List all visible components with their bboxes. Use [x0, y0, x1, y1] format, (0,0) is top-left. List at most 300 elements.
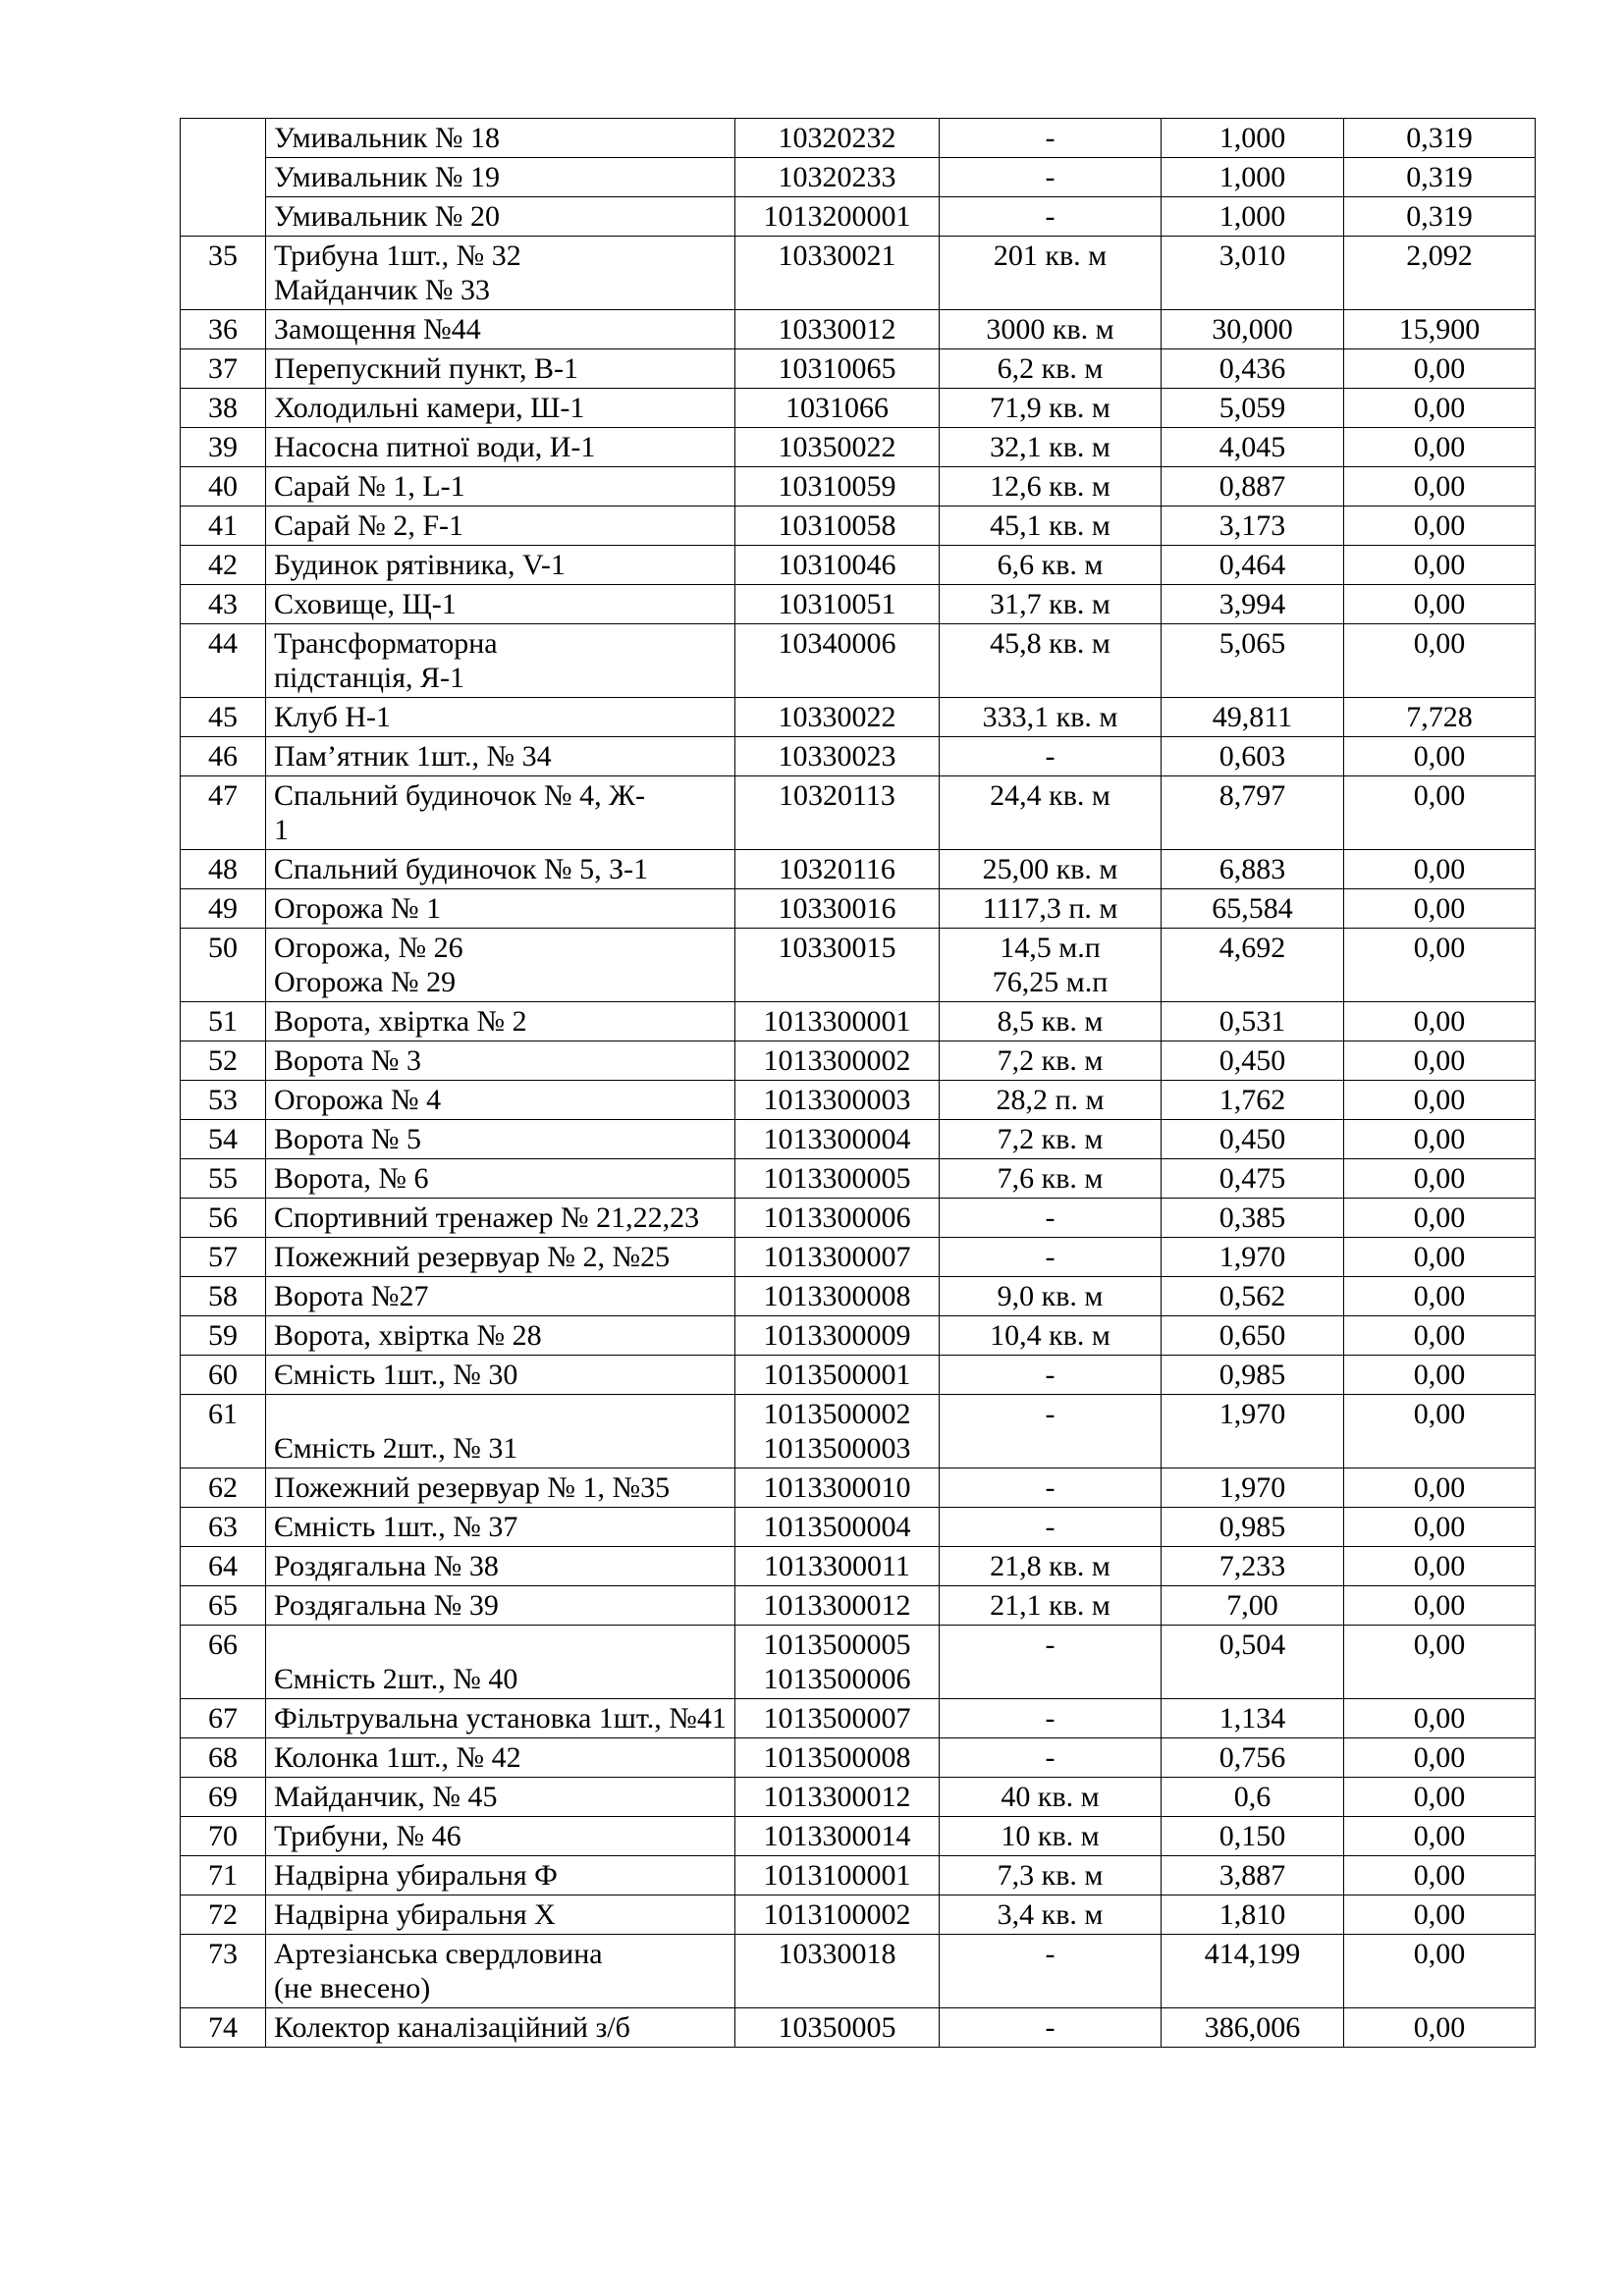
row-number-cell: 57 [181, 1238, 266, 1277]
object-name-cell: Пожежний резервуар № 1, №35 [266, 1468, 735, 1508]
inventory-number-cell: 10330012 [735, 310, 940, 349]
initial-value-cell: 0,562 [1162, 1277, 1344, 1316]
table-row [181, 1626, 1536, 1699]
initial-value-cell: 1,970 [1162, 1238, 1344, 1277]
area-cell: 7,3 кв. м [940, 1856, 1162, 1896]
row-number-cell: 74 [181, 2008, 266, 2048]
area-cell: 10 кв. м [940, 1817, 1162, 1856]
row-number-cell: 42 [181, 546, 266, 585]
object-name-cell: Трибуни, № 46 [266, 1817, 735, 1856]
initial-value-cell: 1,134 [1162, 1699, 1344, 1738]
inventory-number-cell: 1031066 [735, 389, 940, 428]
residual-value-cell: 0,00 [1344, 2008, 1536, 2048]
inventory-number-cell: 10320233 [735, 158, 940, 197]
row-number-cell: 45 [181, 698, 266, 737]
row-number-cell [181, 119, 266, 237]
inventory-number-cell: 10310051 [735, 585, 940, 624]
object-name-cell: Клуб Н-1 [266, 698, 735, 737]
table-row [181, 737, 1536, 776]
object-name-cell: Колектор каналізаційний з/б [266, 2008, 735, 2048]
inventory-number-cell: 10330023 [735, 737, 940, 776]
area-cell: 14,5 м.п 76,25 м.п [940, 929, 1162, 1002]
residual-value-cell: 0,00 [1344, 1856, 1536, 1896]
initial-value-cell: 0,985 [1162, 1356, 1344, 1395]
initial-value-cell: 1,000 [1162, 158, 1344, 197]
initial-value-cell: 5,059 [1162, 389, 1344, 428]
object-name-cell: Ворота, хвіртка № 2 [266, 1002, 735, 1041]
row-number-cell: 52 [181, 1041, 266, 1081]
initial-value-cell: 49,811 [1162, 698, 1344, 737]
row-number-cell: 47 [181, 776, 266, 850]
initial-value-cell: 0,436 [1162, 349, 1344, 389]
residual-value-cell: 0,00 [1344, 850, 1536, 889]
object-name-cell: Спальний будиночок № 5, З-1 [266, 850, 735, 889]
area-cell: 21,8 кв. м [940, 1547, 1162, 1586]
residual-value-cell: 0,00 [1344, 585, 1536, 624]
inventory-number-cell: 1013300005 [735, 1159, 940, 1199]
row-number-cell: 37 [181, 349, 266, 389]
initial-value-cell: 1,970 [1162, 1395, 1344, 1468]
area-cell: - [940, 1699, 1162, 1738]
object-name-cell: Умивальник № 20 [266, 197, 735, 237]
table-row [181, 1159, 1536, 1199]
residual-value-cell: 0,00 [1344, 1041, 1536, 1081]
table-row [181, 1356, 1536, 1395]
initial-value-cell: 3,173 [1162, 507, 1344, 546]
object-name-cell: Ворота №27 [266, 1277, 735, 1316]
row-number-cell: 44 [181, 624, 266, 698]
area-cell: 7,6 кв. м [940, 1159, 1162, 1199]
area-cell: - [940, 1508, 1162, 1547]
area-cell: 7,2 кв. м [940, 1120, 1162, 1159]
table-row [181, 1699, 1536, 1738]
table-row [181, 1041, 1536, 1081]
object-name-cell: Спальний будиночок № 4, Ж- 1 [266, 776, 735, 850]
residual-value-cell: 0,00 [1344, 1468, 1536, 1508]
initial-value-cell: 1,000 [1162, 197, 1344, 237]
initial-value-cell: 5,065 [1162, 624, 1344, 698]
table-row [181, 158, 1536, 197]
object-name-cell: Ворота № 3 [266, 1041, 735, 1081]
area-cell: - [940, 1356, 1162, 1395]
residual-value-cell: 2,092 [1344, 237, 1536, 310]
table-row [181, 389, 1536, 428]
row-number-cell: 38 [181, 389, 266, 428]
inventory-number-cell: 1013500001 [735, 1356, 940, 1395]
row-number-cell: 55 [181, 1159, 266, 1199]
object-name-cell: Умивальник № 19 [266, 158, 735, 197]
row-number-cell: 51 [181, 1002, 266, 1041]
inventory-number-cell: 1013300009 [735, 1316, 940, 1356]
table-row [181, 1468, 1536, 1508]
object-name-cell: Умивальник № 18 [266, 119, 735, 158]
row-number-cell: 35 [181, 237, 266, 310]
row-number-cell: 53 [181, 1081, 266, 1120]
initial-value-cell: 0,464 [1162, 546, 1344, 585]
inventory-number-cell: 1013100002 [735, 1896, 940, 1935]
residual-value-cell: 0,00 [1344, 546, 1536, 585]
table-row [181, 1508, 1536, 1547]
area-cell: 25,00 кв. м [940, 850, 1162, 889]
residual-value-cell: 0,00 [1344, 624, 1536, 698]
inventory-number-cell: 1013300012 [735, 1778, 940, 1817]
area-cell: 24,4 кв. м [940, 776, 1162, 850]
object-name-cell: Ємність 1шт., № 30 [266, 1356, 735, 1395]
area-cell: - [940, 1738, 1162, 1778]
row-number-cell: 39 [181, 428, 266, 467]
table-row [181, 119, 1536, 158]
initial-value-cell: 0,985 [1162, 1508, 1344, 1547]
area-cell: 3000 кв. м [940, 310, 1162, 349]
table-row [181, 1199, 1536, 1238]
initial-value-cell: 0,475 [1162, 1159, 1344, 1199]
inventory-number-cell: 10350022 [735, 428, 940, 467]
object-name-cell: Майданчик, № 45 [266, 1778, 735, 1817]
residual-value-cell: 0,00 [1344, 428, 1536, 467]
object-name-cell: Огорожа № 1 [266, 889, 735, 929]
object-name-cell: Фільтрувальна установка 1шт., №41 [266, 1699, 735, 1738]
residual-value-cell: 0,00 [1344, 929, 1536, 1002]
table-row [181, 310, 1536, 349]
residual-value-cell: 0,00 [1344, 1356, 1536, 1395]
residual-value-cell: 0,319 [1344, 119, 1536, 158]
initial-value-cell: 1,762 [1162, 1081, 1344, 1120]
table-row [181, 776, 1536, 850]
inventory-number-cell: 1013100001 [735, 1856, 940, 1896]
residual-value-cell: 0,00 [1344, 1120, 1536, 1159]
object-name-cell: Ворота, хвіртка № 28 [266, 1316, 735, 1356]
object-name-cell: Надвірна убиральня Ф [266, 1856, 735, 1896]
object-name-cell: Огорожа, № 26 Огорожа № 29 [266, 929, 735, 1002]
row-number-cell: 63 [181, 1508, 266, 1547]
initial-value-cell: 1,000 [1162, 119, 1344, 158]
inventory-table [180, 118, 1536, 2048]
area-cell: - [940, 1395, 1162, 1468]
initial-value-cell: 3,994 [1162, 585, 1344, 624]
row-number-cell: 73 [181, 1935, 266, 2008]
area-cell: - [940, 2008, 1162, 2048]
object-name-cell: Сарай № 2, F-1 [266, 507, 735, 546]
area-cell: - [940, 1626, 1162, 1699]
object-name-cell: Ворота № 5 [266, 1120, 735, 1159]
area-cell: - [940, 1935, 1162, 2008]
inventory-number-cell: 1013500002 1013500003 [735, 1395, 940, 1468]
table-row [181, 1002, 1536, 1041]
table-row [181, 1395, 1536, 1468]
table-row [181, 850, 1536, 889]
initial-value-cell: 30,000 [1162, 310, 1344, 349]
residual-value-cell: 0,00 [1344, 1586, 1536, 1626]
table-row [181, 929, 1536, 1002]
inventory-number-cell: 10320116 [735, 850, 940, 889]
residual-value-cell: 0,00 [1344, 507, 1536, 546]
residual-value-cell: 0,00 [1344, 1817, 1536, 1856]
area-cell: - [940, 119, 1162, 158]
inventory-number-cell: 1013500008 [735, 1738, 940, 1778]
inventory-number-cell: 10310058 [735, 507, 940, 546]
table-row [181, 624, 1536, 698]
residual-value-cell: 0,00 [1344, 1316, 1536, 1356]
table-row [181, 1935, 1536, 2008]
residual-value-cell: 0,00 [1344, 1395, 1536, 1468]
row-number-cell: 59 [181, 1316, 266, 1356]
area-cell: 6,2 кв. м [940, 349, 1162, 389]
area-cell: - [940, 197, 1162, 237]
row-number-cell: 64 [181, 1547, 266, 1586]
residual-value-cell: 0,00 [1344, 467, 1536, 507]
row-number-cell: 69 [181, 1778, 266, 1817]
initial-value-cell: 0,450 [1162, 1120, 1344, 1159]
row-number-cell: 71 [181, 1856, 266, 1896]
initial-value-cell: 0,887 [1162, 467, 1344, 507]
object-name-cell: Роздягальна № 38 [266, 1547, 735, 1586]
residual-value-cell: 0,00 [1344, 389, 1536, 428]
initial-value-cell: 65,584 [1162, 889, 1344, 929]
object-name-cell: Колонка 1шт., № 42 [266, 1738, 735, 1778]
table-body [181, 119, 1536, 2048]
object-name-cell: Спортивний тренажер № 21,22,23 [266, 1199, 735, 1238]
area-cell: - [940, 1468, 1162, 1508]
initial-value-cell: 414,199 [1162, 1935, 1344, 2008]
area-cell: 12,6 кв. м [940, 467, 1162, 507]
area-cell: 10,4 кв. м [940, 1316, 1162, 1356]
residual-value-cell: 0,00 [1344, 1896, 1536, 1935]
table-row [181, 546, 1536, 585]
area-cell: 40 кв. м [940, 1778, 1162, 1817]
inventory-number-cell: 10350005 [735, 2008, 940, 2048]
residual-value-cell: 0,00 [1344, 1738, 1536, 1778]
object-name-cell: Трибуна 1шт., № 32 Майданчик № 33 [266, 237, 735, 310]
inventory-number-cell: 1013300008 [735, 1277, 940, 1316]
residual-value-cell: 0,00 [1344, 1199, 1536, 1238]
area-cell: 201 кв. м [940, 237, 1162, 310]
object-name-cell: Пам’ятник 1шт., № 34 [266, 737, 735, 776]
inventory-number-cell: 1013300010 [735, 1468, 940, 1508]
object-name-cell: Холодильні камери, Ш-1 [266, 389, 735, 428]
object-name-cell: Огорожа № 4 [266, 1081, 735, 1120]
inventory-number-cell: 10340006 [735, 624, 940, 698]
residual-value-cell: 0,00 [1344, 776, 1536, 850]
table-row [181, 1778, 1536, 1817]
table-row [181, 1316, 1536, 1356]
inventory-number-cell: 10330018 [735, 1935, 940, 2008]
residual-value-cell: 0,00 [1344, 1699, 1536, 1738]
table-row [181, 1547, 1536, 1586]
inventory-number-cell: 1013300001 [735, 1002, 940, 1041]
area-cell: 45,1 кв. м [940, 507, 1162, 546]
row-number-cell: 48 [181, 850, 266, 889]
row-number-cell: 43 [181, 585, 266, 624]
row-number-cell: 68 [181, 1738, 266, 1778]
residual-value-cell: 0,00 [1344, 1778, 1536, 1817]
initial-value-cell: 0,150 [1162, 1817, 1344, 1856]
table-row [181, 698, 1536, 737]
initial-value-cell: 0,531 [1162, 1002, 1344, 1041]
initial-value-cell: 1,810 [1162, 1896, 1344, 1935]
inventory-number-cell: 1013300014 [735, 1817, 940, 1856]
inventory-number-cell: 1013300004 [735, 1120, 940, 1159]
table-row [181, 1081, 1536, 1120]
inventory-number-cell: 1013200001 [735, 197, 940, 237]
table-row [181, 2008, 1536, 2048]
initial-value-cell: 7,00 [1162, 1586, 1344, 1626]
row-number-cell: 66 [181, 1626, 266, 1699]
row-number-cell: 50 [181, 929, 266, 1002]
initial-value-cell: 0,756 [1162, 1738, 1344, 1778]
area-cell: 6,6 кв. м [940, 546, 1162, 585]
row-number-cell: 54 [181, 1120, 266, 1159]
area-cell: - [940, 1199, 1162, 1238]
inventory-number-cell: 1013300012 [735, 1586, 940, 1626]
residual-value-cell: 0,00 [1344, 1238, 1536, 1277]
inventory-number-cell: 10330021 [735, 237, 940, 310]
initial-value-cell: 0,504 [1162, 1626, 1344, 1699]
inventory-number-cell: 1013300006 [735, 1199, 940, 1238]
row-number-cell: 61 [181, 1395, 266, 1468]
inventory-number-cell: 1013300007 [735, 1238, 940, 1277]
object-name-cell: Ємність 2шт., № 40 [266, 1626, 735, 1699]
residual-value-cell: 0,00 [1344, 1002, 1536, 1041]
area-cell: 7,2 кв. м [940, 1041, 1162, 1081]
residual-value-cell: 0,00 [1344, 1547, 1536, 1586]
object-name-cell: Насосна питної води, И-1 [266, 428, 735, 467]
table-row [181, 1817, 1536, 1856]
row-number-cell: 65 [181, 1586, 266, 1626]
residual-value-cell: 0,00 [1344, 889, 1536, 929]
area-cell: 71,9 кв. м [940, 389, 1162, 428]
initial-value-cell: 386,006 [1162, 2008, 1344, 2048]
row-number-cell: 60 [181, 1356, 266, 1395]
object-name-cell: Перепускний пункт, В-1 [266, 349, 735, 389]
residual-value-cell: 0,00 [1344, 1626, 1536, 1699]
inventory-number-cell: 1013500005 1013500006 [735, 1626, 940, 1699]
object-name-cell: Ворота, № 6 [266, 1159, 735, 1199]
area-cell: - [940, 737, 1162, 776]
table-row [181, 1586, 1536, 1626]
area-cell: 1117,3 п. м [940, 889, 1162, 929]
row-number-cell: 40 [181, 467, 266, 507]
area-cell: 3,4 кв. м [940, 1896, 1162, 1935]
table-row [181, 197, 1536, 237]
initial-value-cell: 8,797 [1162, 776, 1344, 850]
object-name-cell: Надвірна убиральня Х [266, 1896, 735, 1935]
row-number-cell: 72 [181, 1896, 266, 1935]
object-name-cell: Сховище, Щ-1 [266, 585, 735, 624]
area-cell: - [940, 158, 1162, 197]
initial-value-cell: 0,650 [1162, 1316, 1344, 1356]
table-row [181, 585, 1536, 624]
inventory-number-cell: 10330015 [735, 929, 940, 1002]
residual-value-cell: 0,00 [1344, 1935, 1536, 2008]
residual-value-cell: 7,728 [1344, 698, 1536, 737]
inventory-number-cell: 10330022 [735, 698, 940, 737]
object-name-cell: Замощення №44 [266, 310, 735, 349]
table-row [181, 1120, 1536, 1159]
table-row [181, 237, 1536, 310]
object-name-cell: Трансформаторна підстанція, Я-1 [266, 624, 735, 698]
initial-value-cell: 0,450 [1162, 1041, 1344, 1081]
initial-value-cell: 7,233 [1162, 1547, 1344, 1586]
area-cell: 32,1 кв. м [940, 428, 1162, 467]
inventory-number-cell: 1013500007 [735, 1699, 940, 1738]
area-cell: 21,1 кв. м [940, 1586, 1162, 1626]
inventory-number-cell: 10320232 [735, 119, 940, 158]
table-row [181, 889, 1536, 929]
area-cell: 9,0 кв. м [940, 1277, 1162, 1316]
object-name-cell: Ємність 2шт., № 31 [266, 1395, 735, 1468]
area-cell: - [940, 1238, 1162, 1277]
inventory-number-cell: 10310065 [735, 349, 940, 389]
initial-value-cell: 0,603 [1162, 737, 1344, 776]
inventory-number-cell: 10310059 [735, 467, 940, 507]
initial-value-cell: 6,883 [1162, 850, 1344, 889]
residual-value-cell: 0,319 [1344, 197, 1536, 237]
object-name-cell: Роздягальна № 39 [266, 1586, 735, 1626]
row-number-cell: 67 [181, 1699, 266, 1738]
object-name-cell: Будинок рятівника, V-1 [266, 546, 735, 585]
row-number-cell: 58 [181, 1277, 266, 1316]
row-number-cell: 56 [181, 1199, 266, 1238]
residual-value-cell: 0,00 [1344, 1081, 1536, 1120]
area-cell: 28,2 п. м [940, 1081, 1162, 1120]
residual-value-cell: 0,00 [1344, 1508, 1536, 1547]
initial-value-cell: 3,887 [1162, 1856, 1344, 1896]
inventory-number-cell: 1013300002 [735, 1041, 940, 1081]
table-row [181, 1896, 1536, 1935]
row-number-cell: 46 [181, 737, 266, 776]
inventory-number-cell: 1013500004 [735, 1508, 940, 1547]
object-name-cell: Сарай № 1, L-1 [266, 467, 735, 507]
object-name-cell: Пожежний резервуар № 2, №25 [266, 1238, 735, 1277]
residual-value-cell: 0,00 [1344, 1159, 1536, 1199]
row-number-cell: 49 [181, 889, 266, 929]
inventory-number-cell: 10320113 [735, 776, 940, 850]
residual-value-cell: 15,900 [1344, 310, 1536, 349]
table-row [181, 428, 1536, 467]
table-row [181, 467, 1536, 507]
inventory-number-cell: 1013300003 [735, 1081, 940, 1120]
area-cell: 8,5 кв. м [940, 1002, 1162, 1041]
residual-value-cell: 0,00 [1344, 737, 1536, 776]
row-number-cell: 70 [181, 1817, 266, 1856]
table-row [181, 349, 1536, 389]
row-number-cell: 36 [181, 310, 266, 349]
initial-value-cell: 4,692 [1162, 929, 1344, 1002]
initial-value-cell: 0,385 [1162, 1199, 1344, 1238]
residual-value-cell: 0,00 [1344, 1277, 1536, 1316]
area-cell: 45,8 кв. м [940, 624, 1162, 698]
residual-value-cell: 0,00 [1344, 349, 1536, 389]
table-row [181, 507, 1536, 546]
object-name-cell: Артезіанська свердловина (не внесено) [266, 1935, 735, 2008]
residual-value-cell: 0,319 [1344, 158, 1536, 197]
area-cell: 31,7 кв. м [940, 585, 1162, 624]
table-row [181, 1856, 1536, 1896]
initial-value-cell: 0,6 [1162, 1778, 1344, 1817]
initial-value-cell: 4,045 [1162, 428, 1344, 467]
initial-value-cell: 3,010 [1162, 237, 1344, 310]
initial-value-cell: 1,970 [1162, 1468, 1344, 1508]
row-number-cell: 62 [181, 1468, 266, 1508]
table-row [181, 1277, 1536, 1316]
table-row [181, 1238, 1536, 1277]
inventory-number-cell: 1013300011 [735, 1547, 940, 1586]
inventory-number-cell: 10330016 [735, 889, 940, 929]
table-row [181, 1738, 1536, 1778]
area-cell: 333,1 кв. м [940, 698, 1162, 737]
object-name-cell: Ємність 1шт., № 37 [266, 1508, 735, 1547]
row-number-cell: 41 [181, 507, 266, 546]
